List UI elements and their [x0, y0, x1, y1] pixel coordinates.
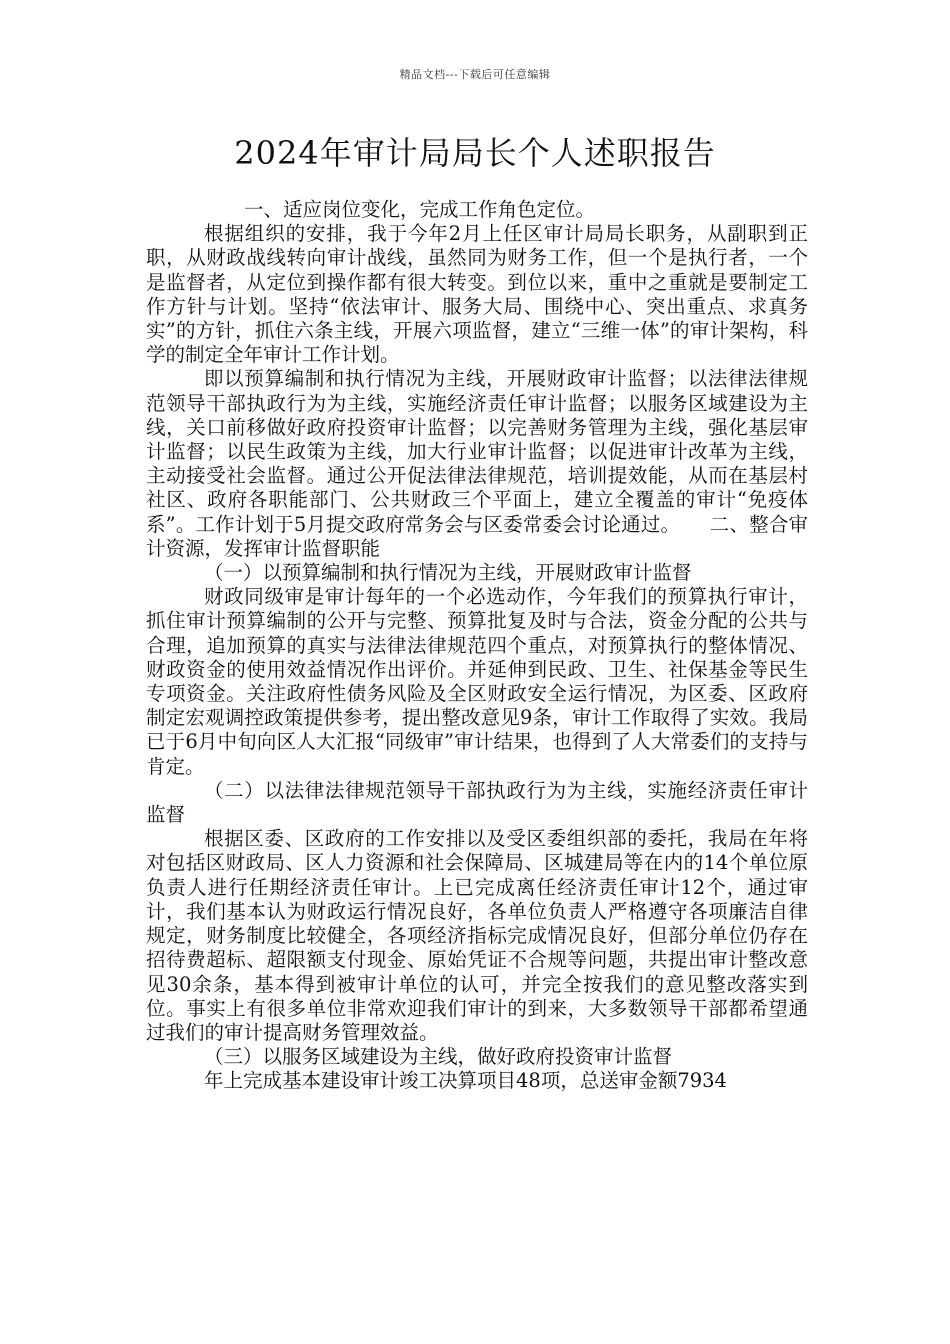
section-heading: 一、适应岗位变化，完成工作角色定位。 — [244, 198, 596, 221]
subsection-heading: （三）以服务区域建设为主线，做好政府投资审计监督 — [204, 1045, 673, 1069]
header-note: 精品文档---下载后可任意编辑 — [399, 68, 551, 81]
subsection-heading: （一）以预算编制和执行情况为主线，开展财政审计监督 — [204, 561, 692, 585]
paragraph: 根据区委、区政府的工作安排以及受区委组织部的委托，我局在年将对包括区财政局、区人力资源和社会保障局、区城建局等在内的14个单位原负责人进行任期经济责任审计。上已完成离任经济责任审计12个，通过审计，我们基本认为财政运行情况良好，各单位负责人严格遵守各项廉洁自律规定，财务制度比较健全，各项经济指标完成情况良好，但部分单位仍存在招待费超标、超限额支付现金、原始凭证不合规等问题，共提出审计整改意见30余条，基本得到被审计单位的认可，并完全按我们的意见整改落实到位。事实上有很多单位非常欢迎我们审计的到来，大多数领导干部都希望通过我们的审计提高财务管理效益。 — [146, 827, 808, 1044]
document-title: 2024年审计局局长个人述职报告 — [234, 134, 716, 172]
document-body — [146, 198, 808, 1094]
subsection-heading: （二）以法律法律规范领导干部执政行为为主线，实施经济责任审计监督 — [146, 778, 808, 827]
paragraph: 即以预算编制和执行情况为主线，开展财政审计监督；以法律法律规范领导干部执政行为为主线，实施经济责任审计监督；以服务区域建设为主线，关口前移做好政府投资审计监督；以完善财务管理为主线，强化基层审计监督；以民生政策为主线，加大行业审计监督；以促进审计改革为主线，主动接受社会监督。通过公开促法律法律规范，培训提效能，从而在基层村社区、政府各职能部门、公共财政三个平面上，建立全覆盖的审计“免疫体系”。工作计划于5月提交政府常务会与区委常委会讨论通过。 二、整合审计资源，发挥审计监督职能 — [146, 367, 808, 560]
paragraph: 年上完成基本建设审计竣工决算项目48项，总送审金额7934 — [204, 1069, 727, 1093]
paragraph: 根据组织的安排，我于今年2月上任区审计局局长职务，从副职到正职，从财政战线转向审计战线，虽然同为财务工作，但一个是执行者，一个是监督者，从定位到操作都有很大转变。到位以来，重中之重就是要制定工作方针与计划。坚持“依法审计、服务大局、围绕中心、突出重点、求真务实”的方针，抓住六条主线，开展六项监督，建立“三维一体”的审计架构，科学的制定全年审计工作计划。 — [146, 222, 808, 367]
paragraph: 财政同级审是审计每年的一个必选动作，今年我们的预算执行审计，抓住审计预算编制的公开与完整、预算批复及时与合法，资金分配的公共与合理，追加预算的真实与法律法律规范四个重点，对预算执行的整体情况、财政资金的使用效益情况作出评价。并延伸到民政、卫生、社保基金等民生专项资金。关注政府性债务风险及全区财政安全运行情况，为区委、区政府制定宏观调控政策提供参考，提出整改意见9条，审计工作取得了实效。我局已于6月中旬向区人大汇报“同级审”审计结果，也得到了人大常委们的支持与肯定。 — [146, 585, 808, 778]
